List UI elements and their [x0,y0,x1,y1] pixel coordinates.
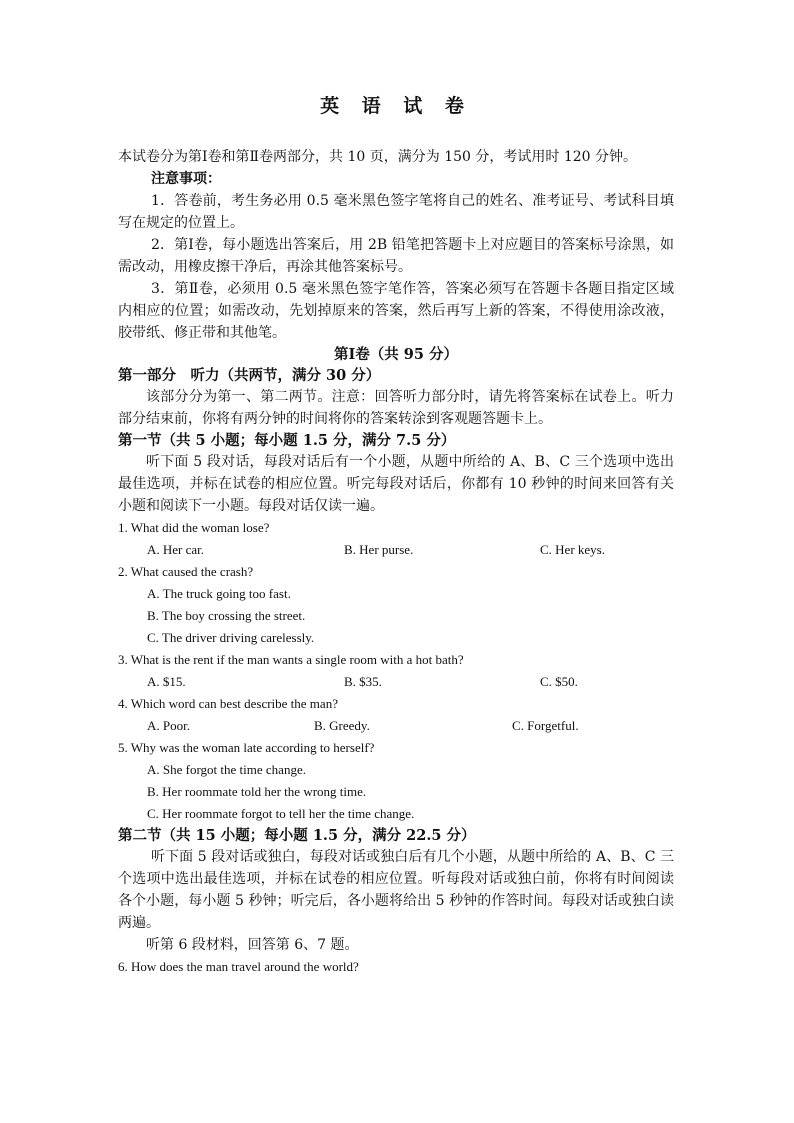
page-title: 英 语 试 卷 [320,95,472,117]
question-4: 4. Which word can best describe the man? [118,696,338,711]
question-1-options [118,539,674,561]
option-c: C. Her roommate forgot to tell her the time change. [147,806,415,821]
question-4-options [118,715,674,737]
volume1-heading: 第Ⅰ卷（共 95 分） [333,346,459,363]
material-instruction: 听第 6 段材料，回答第 6、7 题。 [146,937,359,953]
note-item: 3．第Ⅱ卷，必须用 0.5 毫米黑色签字笔作答，答案必须写在答题卡各题目指定区域内相应的位置；如需改动，先划掉原来的答案，然后再写上新的答案，不得使用涂改液，胶带纸、修正带和其他笔。 [118,281,674,341]
option-c: C. Forgetful. [512,718,579,733]
section1-description: 听下面 5 段对话，每段对话后有一个小题，从题中所给的 A、B、C 三个选项中选出最佳选项，并标在试卷的相应位置。听完每段对话后，你都有 10 秒钟的时间来回答有关小题和阅读下一小题。每段对话仅读一遍。 [118,454,674,514]
section2-heading: 第二节（共 15 小题；每小题 1.5 分，满分 22.5 分） [118,827,476,844]
option-c: C. $50. [540,674,578,689]
option-c: C. The driver driving carelessly. [147,630,315,645]
question-3: 3. What is the rent if the man wants a single room with a hot bath? [118,652,464,667]
question-3-options [118,671,674,693]
option-b: B. Her roommate told her the wrong time. [147,784,367,799]
part1-description: 该部分分为第一、第二两节。注意：回答听力部分时，请先将答案标在试卷上。听力部分结束前，你将有两分钟的时间将你的答案转涂到客观题答题卡上。 [118,389,674,427]
exam-page [118,92,674,978]
option-a: A. Poor. [147,718,190,733]
part1-heading: 第一部分 听力（共两节，满分 30 分） [118,367,381,384]
section2-description: 听下面 5 段对话或独白，每段对话或独白后有几个小题，从题中所给的 A、B、C 三个选项中选出最佳选项，并标在试卷的相应位置。听每段对话或独白前，你将有时间阅读各个小题，每小题 5 秒钟；听完后，各小题将给出 5 秒钟的作答时间。每段对话或独白读两遍。 [118,849,674,931]
option-b: B. Greedy. [314,718,370,733]
option-a: A. Her car. [147,542,205,557]
intro-text: 本试卷分为第Ⅰ卷和第Ⅱ卷两部分，共 10 页，满分为 150 分，考试用时 120 分钟。 [118,149,638,165]
question-6: 6. How does the man travel around the world? [118,959,359,974]
section1-heading: 第一节（共 5 小题；每小题 1.5 分，满分 7.5 分） [118,432,456,449]
question-2: 2. What caused the crash? [118,564,254,579]
option-b: B. Her purse. [344,542,414,557]
option-a: A. $15. [147,674,186,689]
question-1: 1. What did the woman lose? [118,520,270,535]
note-item: 1．答卷前，考生务必用 0.5 毫米黑色签字笔将自己的姓名、准考证号、考试科目填写在规定的位置上。 [118,193,674,231]
notes-heading: 注意事项： [151,171,221,187]
option-b: B. The boy crossing the street. [147,608,306,623]
option-c: C. Her keys. [540,542,605,557]
note-item: 2．第Ⅰ卷，每小题选出答案后，用 2B 铅笔把答题卡上对应题目的答案标号涂黑，如需改动，用橡皮擦干净后，再涂其他答案标号。 [118,237,674,275]
option-a: A. She forgot the time change. [147,762,306,777]
option-b: B. $35. [344,674,382,689]
option-a: A. The truck going too fast. [147,586,291,601]
question-5: 5. Why was the woman late according to herself? [118,740,375,755]
